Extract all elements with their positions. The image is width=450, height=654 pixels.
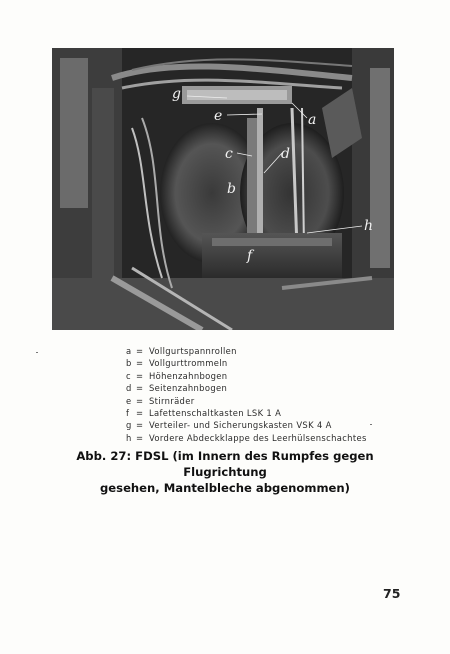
legend-separator: = bbox=[136, 383, 144, 394]
legend-item bbox=[126, 357, 386, 369]
photo-label-c: c bbox=[225, 146, 233, 162]
legend-item bbox=[126, 370, 386, 382]
photo-label-f: f bbox=[247, 248, 253, 264]
figure-caption bbox=[40, 448, 410, 496]
legend-key: g bbox=[126, 420, 132, 431]
legend-item bbox=[126, 432, 386, 444]
photo-label-d: d bbox=[281, 146, 290, 162]
legend-key: h bbox=[126, 432, 132, 443]
legend-item bbox=[126, 419, 386, 431]
legend-text: Vollgurttrommeln bbox=[149, 358, 228, 369]
legend-separator: = bbox=[136, 432, 144, 443]
legend-text: Seitenzahnbogen bbox=[149, 383, 228, 394]
legend-item bbox=[126, 382, 386, 394]
photo-label-b: b bbox=[227, 181, 236, 197]
legend-key: c bbox=[126, 370, 131, 381]
print-speck bbox=[370, 424, 372, 425]
photo-illustration bbox=[52, 48, 394, 330]
legend-text: Vollgurtspannrollen bbox=[149, 346, 237, 356]
caption-label: Abb. 27: bbox=[76, 449, 132, 463]
legend-separator: = bbox=[136, 420, 144, 431]
caption-text-2: gesehen, Mantelbleche abgenommen) bbox=[100, 481, 350, 495]
legend-separator: = bbox=[136, 408, 144, 419]
caption-text-1: FDSL (im Innern des Rumpfes gegen Flugrichtung bbox=[135, 449, 374, 479]
legend-separator: = bbox=[136, 395, 144, 406]
legend-text: Lafettenschaltkasten LSK 1 A bbox=[149, 408, 282, 419]
legend-text: Vordere Abdeckklappe des Leerhülsenschachtes bbox=[149, 432, 367, 443]
legend-item bbox=[126, 407, 386, 419]
photo-label-a: a bbox=[308, 112, 317, 128]
legend-separator: = bbox=[136, 358, 144, 369]
photo-label-g: g bbox=[172, 86, 181, 102]
photograph-fuselage-interior bbox=[52, 48, 394, 330]
legend-key: a bbox=[126, 346, 132, 356]
legend-item bbox=[126, 345, 386, 357]
legend-separator: = bbox=[136, 346, 144, 356]
print-speck bbox=[36, 352, 38, 353]
legend-key: e bbox=[126, 395, 132, 406]
legend-text: Verteiler- und Sicherungskasten VSK 4 A bbox=[149, 420, 332, 431]
photo-label-e: e bbox=[214, 108, 223, 124]
legend-item bbox=[126, 395, 386, 407]
legend-key: d bbox=[126, 383, 132, 394]
legend-text: Stirnräder bbox=[149, 395, 195, 406]
photo-label-h: h bbox=[364, 218, 374, 234]
legend-list bbox=[126, 345, 386, 444]
legend-text: Höhenzahnbogen bbox=[149, 370, 228, 381]
caption-line-1 bbox=[40, 448, 410, 480]
page-number: 75 bbox=[383, 586, 401, 601]
legend-separator: = bbox=[136, 370, 144, 381]
legend-key: f bbox=[126, 408, 130, 419]
legend-key: b bbox=[126, 358, 132, 369]
